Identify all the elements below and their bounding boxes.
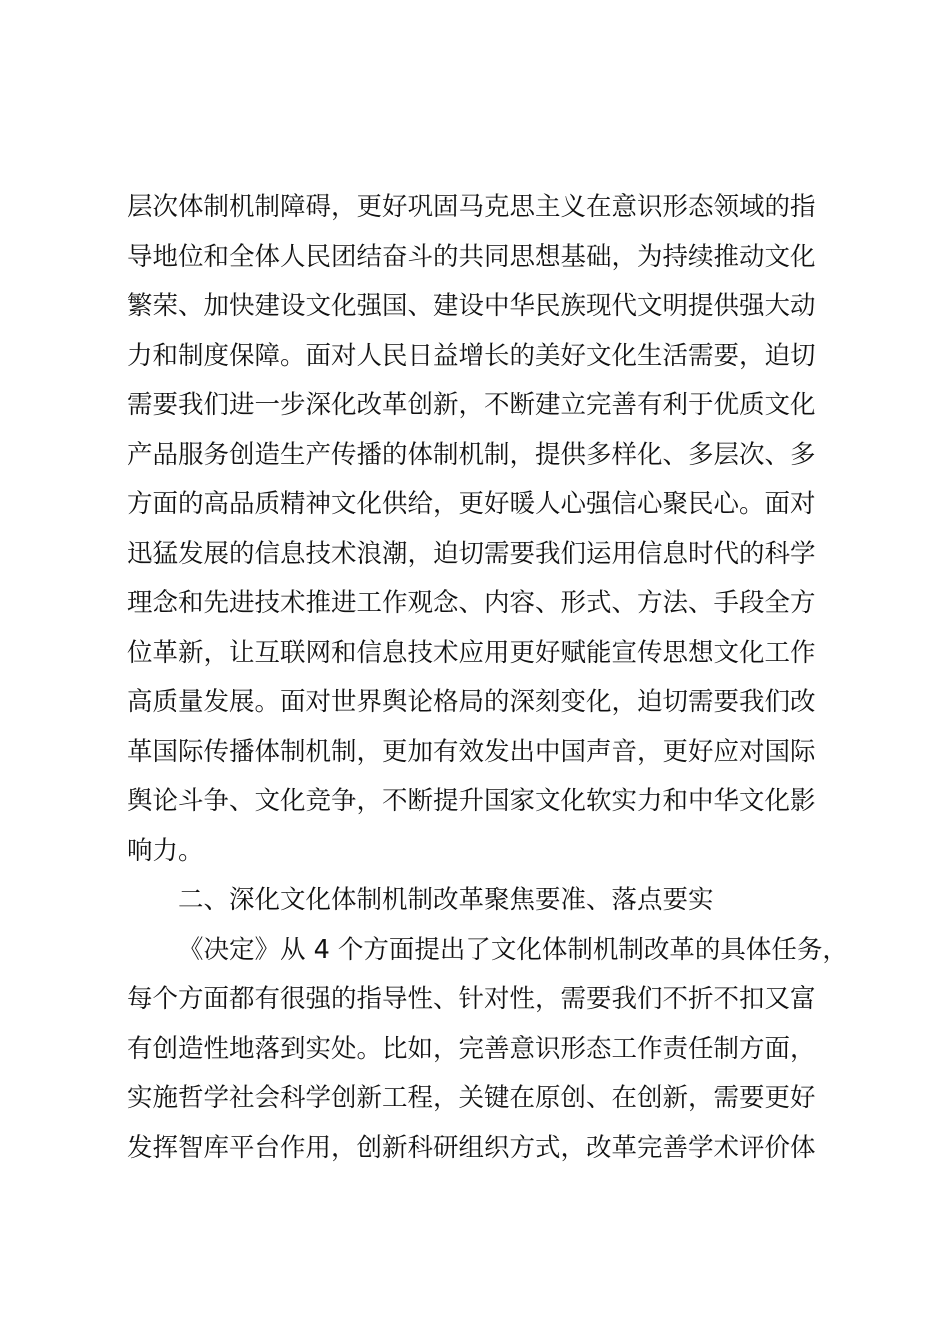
body-text [127, 183, 847, 1173]
text-line: 力和制度保障。面对人民日益增长的美好文化生活需要，迫切 [127, 340, 816, 371]
text-line: 高质量发展。面对世界舆论格局的深刻变化，迫切需要我们改 [127, 687, 816, 717]
text-line: 实施哲学社会科学创新工程，关键在原创、在创新，需要更好 [127, 1083, 816, 1113]
text-line: 舆论斗争、文化竞争，不断提升国家文化软实力和中华文化影 [127, 786, 816, 816]
text-line: 产品服务创造生产传播的体制机制，提供多样化、多层次、多 [127, 439, 816, 470]
text-line: 有创造性地落到实处。比如，完善意识形态工作责任制方面， [127, 1033, 816, 1064]
text-line: 理念和先进技术推进工作观念、内容、形式、方法、手段全方 [127, 588, 816, 618]
text-line: 繁荣、加快建设文化强国、建设中华民族现代文明提供强大动 [127, 291, 816, 321]
text-line: 《决定》从 4 个方面提出了文化体制机制改革的具体任务， [178, 934, 848, 965]
text-line: 每个方面都有很强的指导性、针对性，需要我们不折不扣又富 [127, 984, 816, 1014]
text-line: 响力。 [127, 835, 204, 866]
text-line: 革国际传播体制机制，更加有效发出中国声音，更好应对国际 [127, 736, 816, 767]
text-line: 层次体制机制障碍，更好巩固马克思主义在意识形态领域的指 [127, 192, 816, 222]
text-line: 发挥智库平台作用，创新科研组织方式，改革完善学术评价体 [127, 1132, 816, 1163]
text-line: 方面的高品质精神文化供给，更好暖人心强信心聚民心。面对 [127, 489, 816, 519]
text-line: 导地位和全体人民团结奋斗的共同思想基础，为持续推动文化 [127, 241, 816, 272]
text-line: 位革新，让互联网和信息技术应用更好赋能宣传思想文化工作 [127, 637, 816, 668]
text-line: 需要我们进一步深化改革创新，不断建立完善有利于优质文化 [127, 390, 816, 420]
section-heading: 二、深化文化体制机制改革聚焦要准、落点要实 [178, 885, 714, 915]
text-line: 迅猛发展的信息技术浪潮，迫切需要我们运用信息时代的科学 [127, 538, 816, 569]
